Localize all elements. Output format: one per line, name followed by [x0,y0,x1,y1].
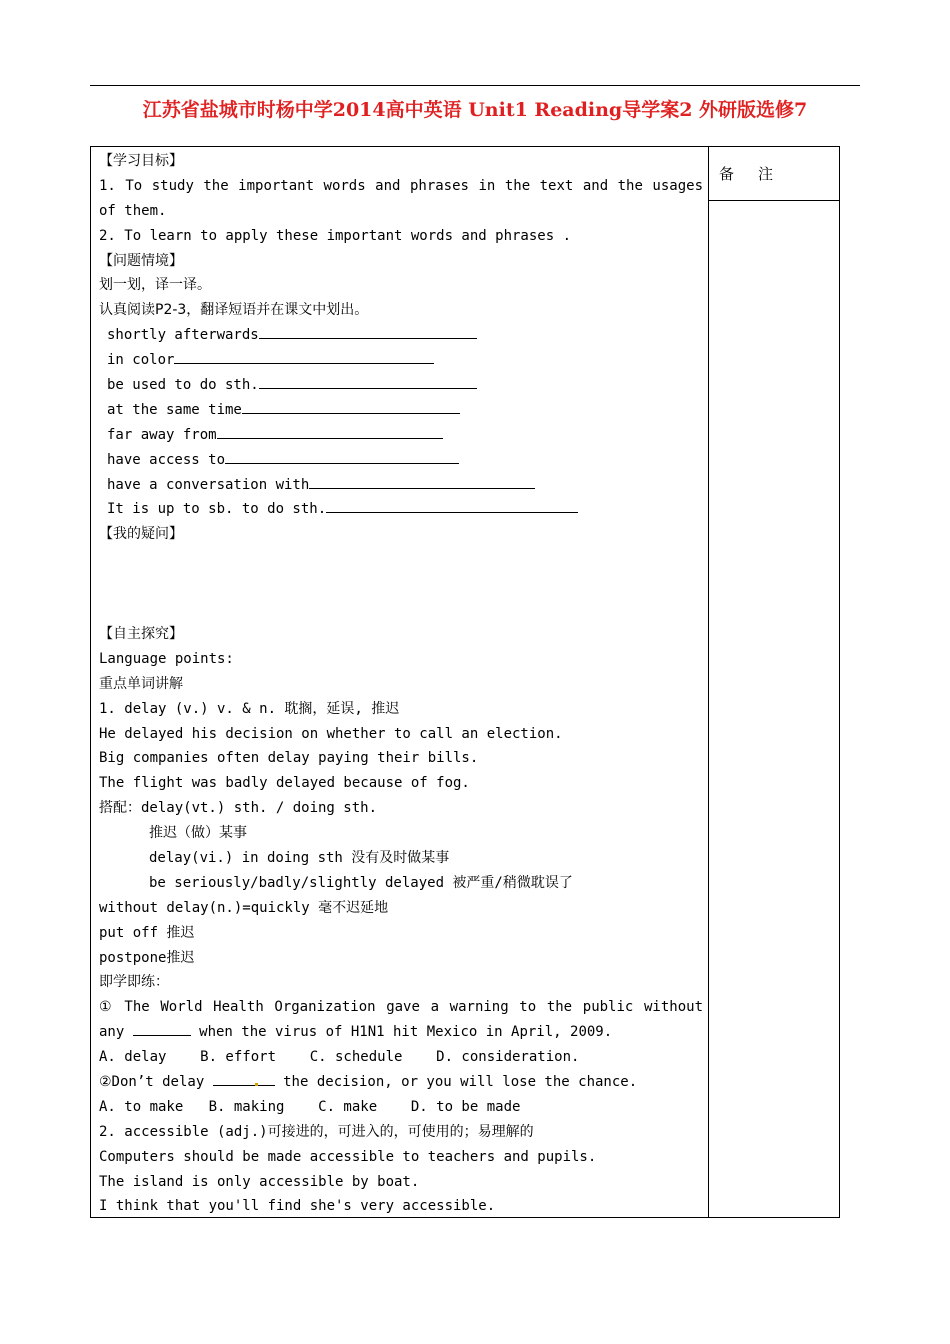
question-1-line-a: ① The World Health Organization gave a warning to the public without [99,999,703,1016]
answer-blank[interactable] [213,1071,275,1086]
questions-heading: 【我的疑问】 [99,526,183,543]
answer-blank[interactable] [133,1021,191,1036]
phrase-text: be used to do sth. [107,377,259,394]
question-text: ②Don’t delay [99,1073,213,1090]
phrase-item [99,398,703,423]
example-sentence: I think that you'll find she's very accessible. [99,1198,496,1215]
notes-label-a: 备 [719,165,735,183]
phrase-text: shortly afterwards [107,327,259,344]
question-text: when the virus of H1N1 hit Mexico in April, 2009. [190,1024,613,1041]
phrase-item [99,348,703,373]
answer-blank[interactable] [326,498,578,513]
word-2-heading: 2. accessible (adj.)可接进的，可进入的，可使用的；易理解的 [99,1123,534,1140]
notes-label-b: 注 [758,165,774,183]
phrase-text: It is up to sb. to do sth. [107,501,327,518]
collocation-item: 推迟（做）某事 [149,825,247,842]
notes-header [709,147,840,201]
language-points: Language points: [99,650,234,667]
situation-line-1: 划一划，译一译。 [99,277,211,294]
collocation-item: without delay(n.)=quickly 毫不迟延地 [99,899,389,916]
phrase-text: at the same time [107,401,242,418]
question-2-options: A. to make B. making C. make D. to be made [99,1098,521,1115]
situation-line-2: 认真阅读P2-3，翻译短语并在课文中划出。 [99,302,369,319]
answer-blank[interactable] [259,374,477,389]
phrase-item [99,323,703,348]
main-content [99,149,703,1219]
collocation-item: postpone推迟 [99,949,195,966]
answer-blank[interactable] [259,324,477,339]
example-sentence: He delayed his decision on whether to call an election. [99,725,563,742]
phrase-item [99,497,703,522]
phrase-item [99,448,703,473]
situation-heading: 【问题情境】 [99,252,183,269]
collocation-item: delay(vi.) in doing sth 没有及时做某事 [149,849,450,866]
phrase-text: have a conversation with [107,476,310,493]
example-sentence: The flight was badly delayed because of fog. [99,775,470,792]
practice-heading: 即学即练： [99,974,169,991]
question-1-options: A. delay B. effort C. schedule D. consideration. [99,1049,580,1066]
phrase-text: have access to [107,451,226,468]
question-1-line-b [99,1020,703,1045]
answer-blank[interactable] [174,349,434,364]
example-sentence: The island is only accessible by boat. [99,1173,420,1190]
answer-blank[interactable] [225,449,459,464]
objective-2: 2. To learn to apply these important words and phrases . [99,227,572,244]
word-1-heading: 1. delay (v.) v. & n. 耽搁，延误, 推迟 [99,700,400,717]
objective-1a: 1. To study the important words and phrases in the text and the usages [99,177,703,194]
phrase-text: in color [107,352,175,369]
key-words-heading: 重点单词讲解 [99,675,183,692]
question-2 [99,1070,703,1095]
collocation-item: put off 推迟 [99,924,195,941]
phrase-item [99,473,703,498]
questions-space[interactable] [99,547,703,622]
question-text: any [99,1024,133,1041]
phrase-item [99,373,703,398]
explore-heading: 【自主探究】 [99,625,183,642]
phrase-item [99,423,703,448]
answer-blank[interactable] [217,424,443,439]
page-title: 江苏省盐城市时杨中学2014高中英语 Unit1 Reading导学案2 外研版选修7 [142,99,808,121]
question-text: the decision, or you will lose the chance. [274,1073,638,1090]
worksheet-table [90,146,840,1218]
example-sentence: Computers should be made accessible to teachers and pupils. [99,1148,597,1165]
objectives-heading: 【学习目标】 [99,153,183,169]
answer-blank[interactable] [242,399,460,414]
collocation-heading: 搭配：delay(vt.) sth. / doing sth. [99,800,378,817]
notes-column [708,147,840,1217]
header-rule [90,85,860,86]
objective-1b: of them. [99,202,167,219]
collocation-item: be seriously/badly/slightly delayed 被严重/稍微耽误了 [149,874,573,891]
phrase-text: far away from [107,426,217,443]
answer-blank[interactable] [309,474,535,489]
example-sentence: Big companies often delay paying their bills. [99,750,479,767]
